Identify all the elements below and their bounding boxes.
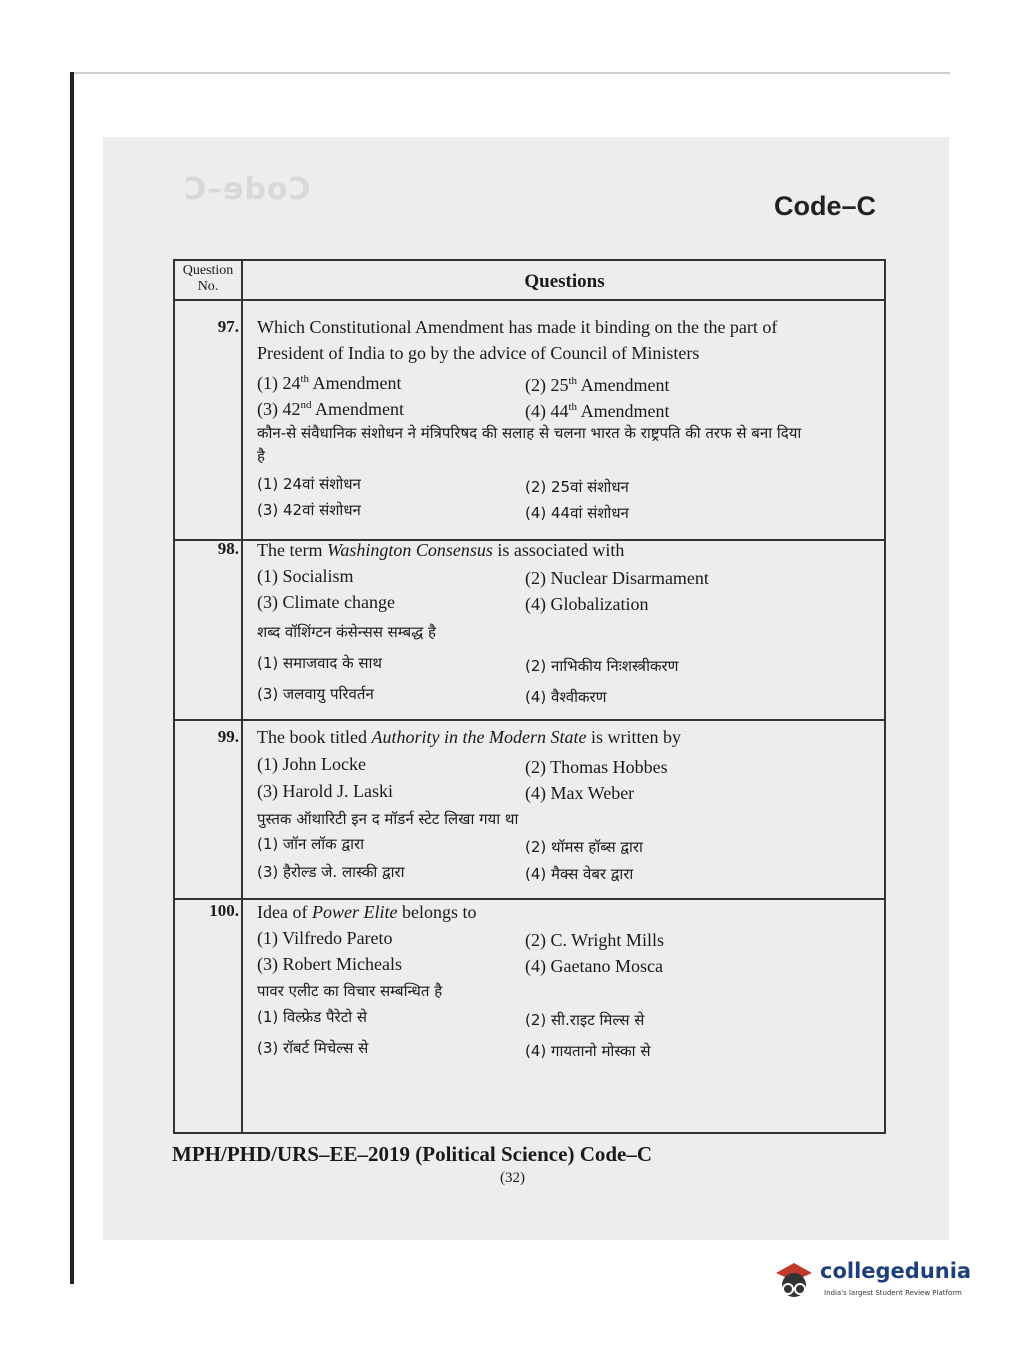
option: (3) Climate change (257, 592, 395, 612)
option: (4) Globalization (525, 594, 649, 614)
question-stem: President of India to go by the advice of Council of Ministers (257, 343, 700, 363)
option: (4) 44th Amendment (525, 401, 670, 421)
option-hindi: (2) 25वां संशोधन (525, 478, 629, 496)
option: (3) Harold J. Laski (257, 781, 393, 801)
row-divider (175, 898, 884, 900)
code-label: Code–C (774, 191, 877, 221)
option: (3) 42nd Amendment (257, 399, 404, 419)
option: (1) John Locke (257, 754, 366, 774)
question-stem-hindi: शब्द वॉशिंग्टन कंसेन्सस सम्बद्ध है (257, 623, 436, 641)
option: (1) 24th Amendment (257, 373, 402, 393)
option-hindi: (2) सी.राइट मिल्स से (525, 1011, 645, 1029)
option: (1) Vilfredo Pareto (257, 928, 393, 948)
option-hindi: (3) 42वां संशोधन (257, 501, 361, 519)
option: (2) C. Wright Mills (525, 930, 664, 950)
question-stem: Idea of Power Elite belongs to (257, 902, 477, 922)
option-hindi: (1) जॉन लॉक द्वारा (257, 835, 364, 853)
option: (2) 25th Amendment (525, 375, 670, 395)
option: (4) Max Weber (525, 783, 635, 803)
brand-tagline: India's largest Student Review Platform (824, 1289, 962, 1297)
option-hindi: (4) मैक्स वेबर द्वारा (525, 865, 634, 883)
option-hindi: (4) वैश्वीकरण (525, 688, 607, 706)
question-number: 98. (217, 539, 239, 558)
question-stem: The term Washington Consensus is associated with (257, 540, 625, 560)
option-hindi: (3) हैरोल्ड जे. लास्की द्वारा (257, 863, 405, 881)
option: (2) Nuclear Disarmament (525, 568, 709, 588)
question-stem: Which Constitutional Amendment has made it binding on the the part of (257, 317, 778, 337)
option-hindi: (1) 24वां संशोधन (257, 475, 361, 493)
questions-table (173, 259, 886, 1134)
question-number: 100. (209, 901, 239, 920)
scan-edge (70, 72, 74, 1284)
mascot-icon (770, 1255, 818, 1311)
scan-edge (70, 72, 950, 74)
option-hindi: (3) रॉबर्ट मिचेल्स से (257, 1039, 369, 1057)
option-hindi: (4) 44वां संशोधन (525, 504, 629, 522)
question-stem: The book titled Authority in the Modern State is written by (257, 727, 681, 747)
question-no-header: Question No. (182, 263, 234, 294)
question-stem-hindi: पुस्तक ऑथारिटी इन द मॉडर्न स्टेट लिखा गया था (257, 810, 519, 828)
brand-name: collegedunia (820, 1259, 972, 1283)
row-divider (175, 299, 884, 301)
page-number: (32) (500, 1170, 525, 1186)
watermark-logo (770, 1255, 1000, 1315)
option: (2) Thomas Hobbes (525, 757, 668, 777)
question-stem-hindi: पावर एलीट का विचार सम्बन्धित है (257, 982, 443, 1000)
questions-header: Questions (524, 271, 605, 292)
row-divider (175, 719, 884, 721)
footer-code: MPH/PHD/URS–EE–2019 (Political Science) Code–C (172, 1142, 653, 1166)
option-hindi: (4) गायतानो मोस्का से (525, 1042, 651, 1060)
option: (1) Socialism (257, 566, 354, 586)
bleed-through-text: Code–C (183, 172, 311, 207)
option: (4) Gaetano Mosca (525, 956, 663, 976)
question-number: 99. (217, 727, 239, 746)
option-hindi: (2) थॉमस हॉब्स द्वारा (525, 838, 643, 856)
option-hindi: (1) विल्फ्रेड पैरेटो से (257, 1008, 368, 1026)
option-hindi: (1) समाजवाद के साथ (257, 654, 382, 672)
option-hindi: (2) नाभिकीय निःशस्त्रीकरण (525, 657, 679, 675)
option: (3) Robert Micheals (257, 954, 402, 974)
question-number: 97. (217, 317, 239, 336)
question-stem-hindi: कौन-से संवैधानिक संशोधन ने मंत्रिपरिषद की सलाह से चलना भारत के राष्ट्रपति की तरफ से बना दिया (257, 424, 802, 442)
question-stem-hindi: है (257, 447, 265, 465)
option-hindi: (3) जलवायु परिवर्तन (257, 685, 374, 703)
column-divider (241, 261, 243, 1132)
